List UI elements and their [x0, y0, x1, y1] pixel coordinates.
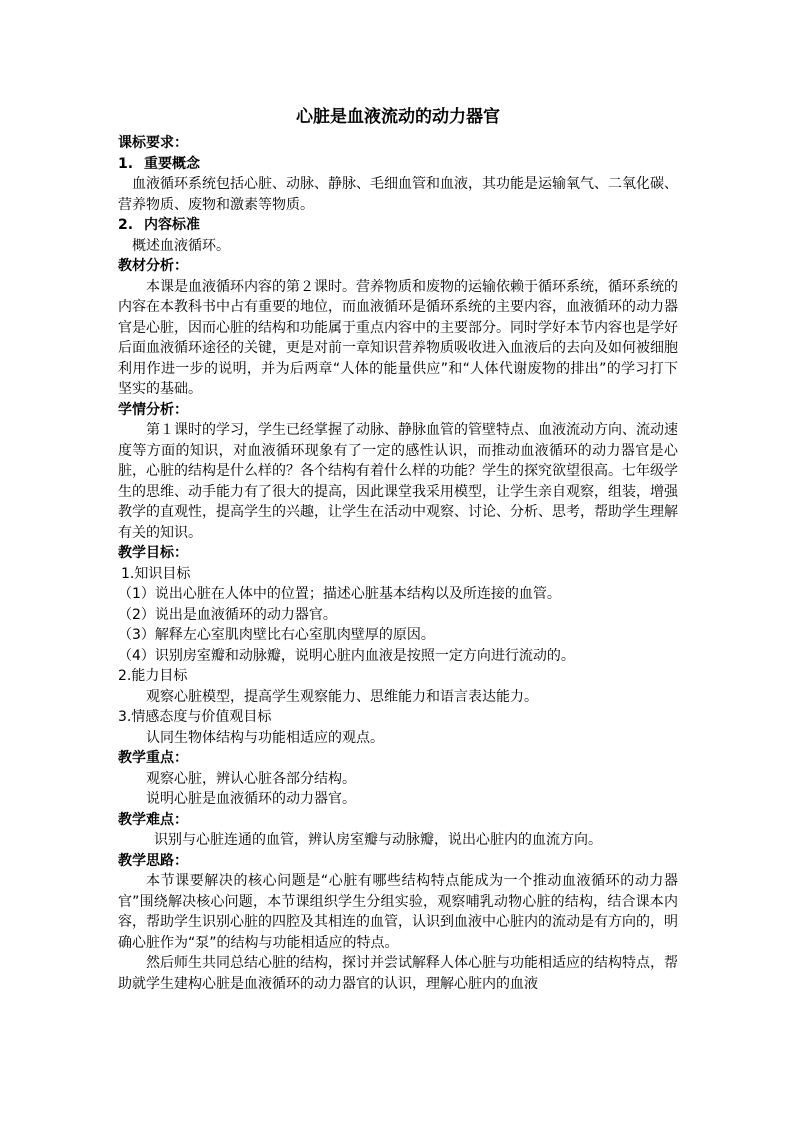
xueqing-paragraph: 第１课时的学习，学生已经掌握了动脉、静脉血管的管壁特点、血液流动方向、流动速度等方面的知识，对血液循环现象有了一定的感性认识，而推动血液循环的动力器官是心脏，心脏的结构是什么样的？各个结构有着什么样的功能？学生的探究欲望很高。七年级学生的思维、动手能力有了很大的提高，因此课堂我采用模型，让学生亲自观察，组装，增强教学的直观性，提高学生的兴趣，让学生在活动中观察、讨论、分析、思考，帮助学生理解有关的知识。	[118, 422, 678, 541]
section-heading-xueqing: 学情分析：	[118, 401, 188, 418]
key-point-item: 观察心脏，辨认心脏各部分结构。	[146, 770, 356, 787]
ability-goal-text: 观察心脏模型，提高学生观察能力、思维能力和语言表达能力。	[146, 688, 538, 705]
section-heading-nandian: 教学难点：	[118, 811, 188, 828]
difficulty-text: 识别与心脏连通的血管，辨认房室瓣与动脉瓣，说出心脏内的血流方向。	[154, 832, 602, 848]
document-page	[118, 106, 678, 994]
subsection-heading-standard	[118, 215, 678, 236]
concept-paragraph: 血液循环系统包括心脏、动脉、静脉、毛细血管和血液，其功能是运输氧气、二氧化碳、营养物质、废物和激素等物质。	[118, 176, 678, 213]
section-heading-kebiao: 课标要求：	[118, 135, 188, 151]
subsection-heading-concept	[118, 154, 678, 175]
section-heading-zhongdian: 教学重点：	[118, 750, 188, 766]
key-point-item: 说明心脏是血液循环的动力器官。	[146, 791, 356, 807]
standard-text: 概述血液循环。	[132, 237, 230, 254]
attitude-goal-text: 认同生物体结构与功能相适应的观点。	[146, 729, 384, 746]
attitude-goal-title: 3.情感态度与价值观目标	[118, 709, 272, 725]
subsection-number: 2.	[118, 217, 134, 233]
subsection-title: 重要概念	[144, 155, 200, 172]
subsection-number: 1.	[118, 155, 134, 172]
silu-paragraph-1: 本节课要解决的核心问题是“心脏有哪些结构特点能成为一个推动血液循环的动力器官”围绕解决核心问题，本节课组织学生分组实验，观察哺乳动物心脏的结构，结合课本内容，帮助学生识别心脏的四腔及其相连的血管，认识到血液中心脏内的流动是有方向的，明确心脏作为“泵”的结构与功能相适应的特点。	[118, 873, 678, 951]
section-heading-mubiao: 教学目标：	[118, 545, 188, 561]
knowledge-goal-item: （1）说出心脏在人体中的位置；描述心脏基本结构以及所连接的血管。	[118, 586, 561, 602]
knowledge-goal-title: 1.知识目标	[121, 565, 191, 582]
jiaocai-paragraph: 本课是血液循环内容的第２课时。营养物质和废物的运输依赖于循环系统，循环系统的内容在本教科书中占有重要的地位，而血液循环是循环系统的主要内容，血液循环的动力器官是心脏，因而心脏的结构和功能属于重点内容中的主要部分。同时学好本节内容也是学好后面血液循环途径的关键，更是对前一章知识营养物质吸收进入血液后的去向及如何被细胞利用作进一步的说明，并为后两章“人体的能量供应”和“人体代谢废物的排出”的学习打下坚实的基础。	[118, 278, 678, 397]
knowledge-goal-item: （4）识别房室瓣和动脉瓣，说明心脏内血液是按照一定方向进行流动的。	[118, 647, 575, 664]
ability-goal-title: 2.能力目标	[118, 668, 188, 684]
knowledge-goal-item: （3）解释左心室肌肉壁比右心室肌肉壁厚的原因。	[118, 627, 435, 643]
subsection-title: 内容标准	[144, 217, 200, 233]
knowledge-goal-item: （2）说出是血液循环的动力器官。	[118, 606, 337, 623]
section-heading-jiaocai: 教材分析：	[118, 258, 188, 274]
section-heading-silu: 教学思路：	[118, 852, 188, 869]
document-title: 心脏是血液流动的动力器官	[296, 107, 500, 127]
silu-paragraph-2: 然后师生共同总结心脏的结构，探讨并尝试解释人体心脏与功能相适应的结构特点，帮助就学生建构心脏是血液循环的动力器官的认识，理解心脏内的血液	[118, 955, 678, 992]
